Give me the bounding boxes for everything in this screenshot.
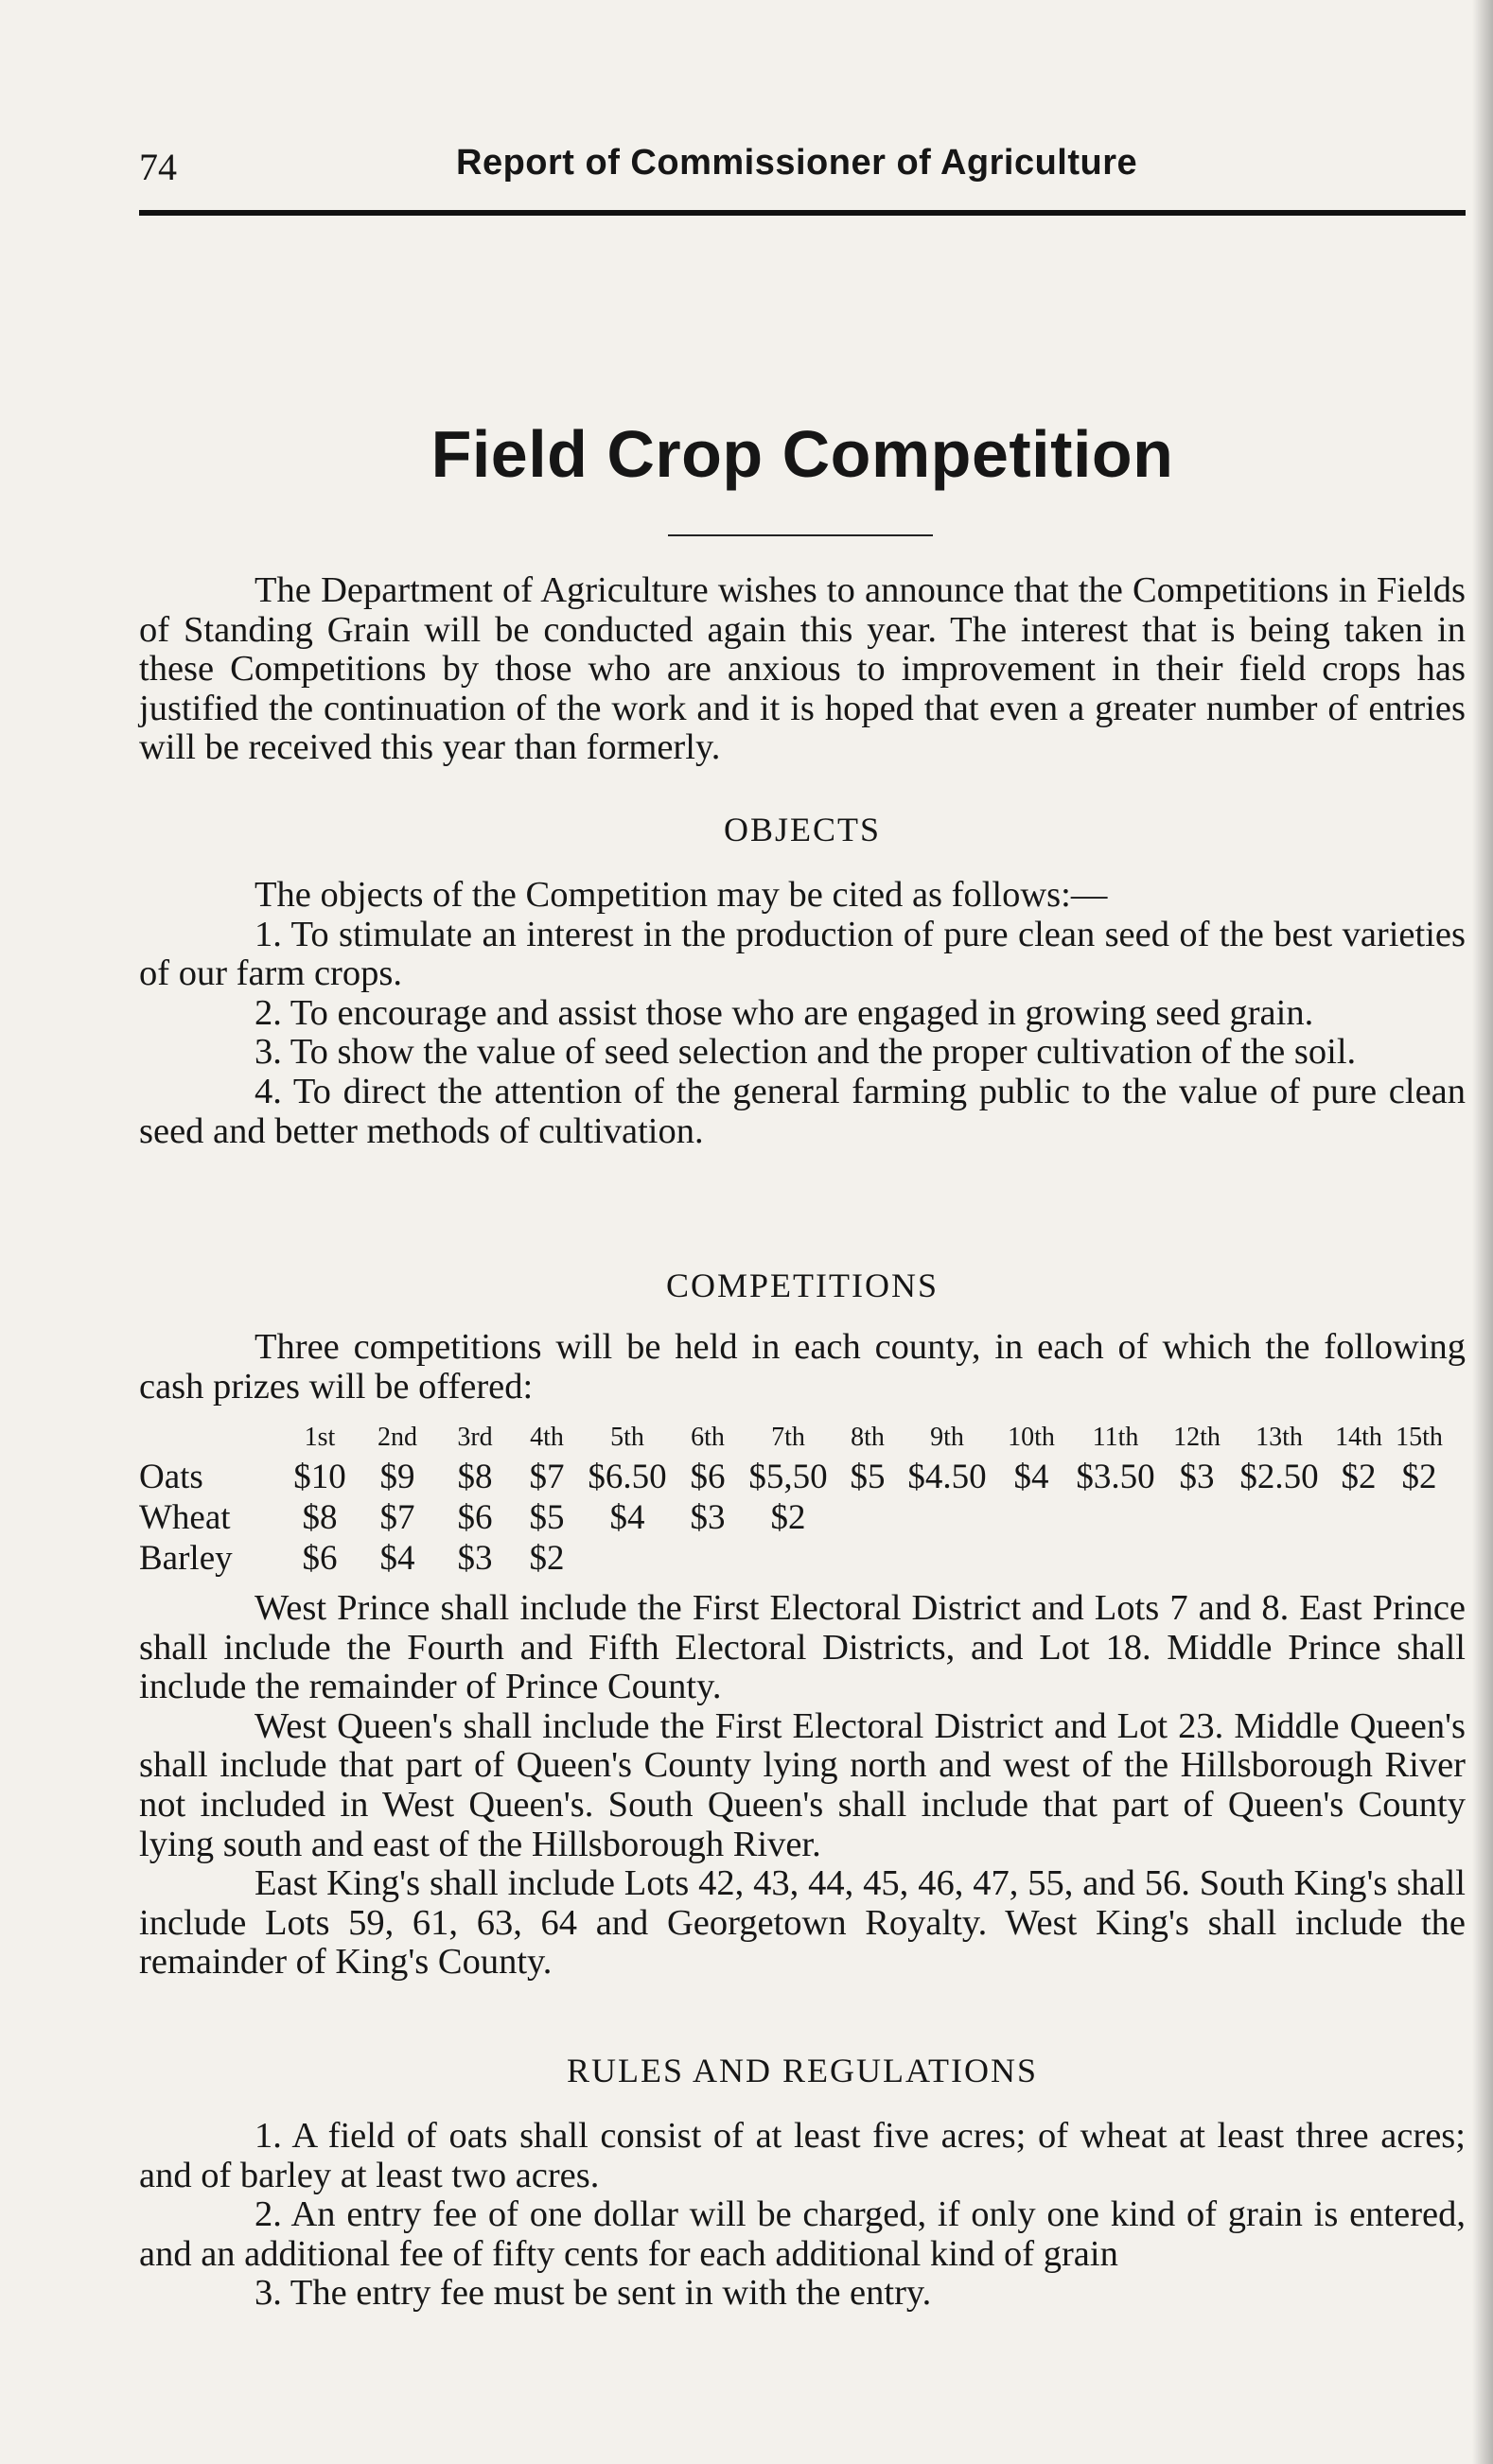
prize-amount [1390,1497,1449,1538]
header-rule [139,210,1466,216]
districts-prince: West Prince shall include the First Electoral District and Lots 7 and 8. East Prince shall include the Fourth and Fifth Electoral Districts, and Lot 18. Middle Prince shall include the remainder of Prince County. [139,1588,1466,1707]
prize-amount [741,1538,835,1579]
running-title: Report of Commissioner of Agriculture [456,143,1138,183]
competitions-lead: Three competitions will be held in each county, in each of which the following cash prizes will be offered: [139,1327,1466,1407]
prize-amount: $4 [379,1539,415,1578]
prize-table-corner [139,1419,281,1457]
prize-place-header: 6th [691,1423,725,1452]
prize-amount: $7 [529,1458,565,1496]
prize-amount: $10 [293,1458,346,1496]
prize-amount [1163,1497,1231,1538]
prize-table-body [139,1457,1449,1579]
prize-amount [994,1538,1068,1579]
prize-place-header: 2nd [378,1423,417,1452]
competitions-heading: COMPETITIONS [665,1267,939,1304]
prize-amount [1327,1538,1390,1579]
prize-amount [1327,1497,1390,1538]
prize-amount: $2 [1341,1458,1377,1496]
prize-amount: $3 [1179,1458,1215,1496]
prize-place-header: 12th [1173,1423,1221,1452]
objects-item-2: 2. To encourage and assist those who are engaged in growing seed grain. [255,992,1314,1033]
rules-item-2: 2. An entry fee of one dollar will be charged, if only one kind of grain is entered, and an additional fee of fifty cents for each additional kind of grain [139,2194,1466,2274]
districts-kings: East King's shall include Lots 42, 43, 44, 45, 46, 47, 55, and 56. South King's shall include Lots 59, 61, 63, 64 and Georgetown Royalty. West King's shall include the remainder of King's County. [139,1863,1466,1983]
prize-amount [994,1497,1068,1538]
prize-amount: $2 [770,1498,806,1537]
prize-amount [900,1497,994,1538]
prize-amount: $3 [690,1498,726,1537]
prize-row [139,1457,1449,1497]
prize-amount [1163,1538,1231,1579]
rules-item-3: 3. The entry fee must be sent in with the entry. [255,2273,932,2314]
prize-amount: $8 [302,1498,338,1537]
prize-amount [900,1538,994,1579]
prize-place-header: 9th [930,1423,964,1452]
prize-row [139,1497,1449,1538]
prize-place-header: 8th [851,1423,885,1452]
prize-place-header: 13th [1256,1423,1303,1452]
districts-queens: West Queen's shall include the First Electoral District and Lot 23. Middle Queen's shall include that part of Queen's County lying north and west of the Hillsborough River not included in West Queen's. South Queen's shall include that part of Queen's County lying south and east of the Hillsborough River. [139,1705,1466,1864]
prize-amount: $3.50 [1076,1458,1155,1496]
prize-amount [580,1538,675,1579]
prize-amount [1068,1497,1163,1538]
prize-place-header: 1st [304,1423,336,1452]
districts-section [139,1589,1466,1983]
objects-item-1: 1. To stimulate an interest in the production of pure clean seed of the best varieties of our farm crops. [139,914,1466,994]
prize-amount: $5,50 [748,1458,828,1496]
prize-place-header: 4th [530,1423,564,1452]
prize-amount: $7 [379,1498,415,1537]
page-title: Field Crop Competition [430,417,1174,491]
prize-place-header: 3rd [457,1423,493,1452]
prize-amount: $4.50 [907,1458,987,1496]
prize-place-header: 10th [1008,1423,1055,1452]
prize-amount: $2.50 [1239,1458,1319,1496]
prize-amount: $2 [1401,1458,1437,1496]
prize-amount: $9 [379,1458,415,1496]
prize-amount: $6 [302,1539,338,1578]
prize-place-header: 11th [1092,1423,1139,1452]
prize-amount [1390,1538,1449,1579]
prize-place-header: 15th [1396,1423,1443,1452]
prize-amount [1231,1497,1327,1538]
prize-crop-name: Oats [139,1458,203,1496]
objects-item-4: 4. To direct the attention of the general farming public to the value of pure clean seed and better methods of cultivation. [139,1071,1466,1151]
prize-amount [1068,1538,1163,1579]
prize-amount [835,1538,900,1579]
prize-crop-name: Wheat [139,1498,231,1537]
rules-item-1: 1. A field of oats shall consist of at least five acres; of wheat at least three acres; and of barley at least two acres. [139,2116,1466,2195]
prize-amount: $4 [609,1498,645,1537]
objects-heading: OBJECTS [723,811,882,848]
intro-paragraph: The Department of Agriculture wishes to announce that the Competitions in Fields of Standing Grain will be conducted again this year. The interest that is being taken in these Competitions by those who are anxious to improvement in their field crops has justified the continuation of the work and it is hoped that even a greater number of entries will be received this year than formerly. [139,570,1466,768]
prize-amount: $5 [850,1458,886,1496]
prize-amount: $6 [690,1458,726,1496]
rules-section [139,2117,1466,2314]
competitions-lead-section [139,1328,1466,1407]
prize-row [139,1538,1449,1579]
running-head [139,137,1466,194]
title-rule [668,534,933,536]
page-number: 74 [139,146,177,188]
prize-amount: $8 [457,1458,493,1496]
prize-table-header-row [139,1419,1449,1457]
prize-place-header: 5th [610,1423,644,1452]
objects-section [139,876,1466,1151]
intro-section [139,571,1466,768]
prize-amount: $6 [457,1498,493,1537]
rules-heading: RULES AND REGULATIONS [566,2052,1038,2089]
prize-place-header: 7th [771,1423,805,1452]
prize-amount: $2 [529,1539,565,1578]
prize-amount: $4 [1013,1458,1049,1496]
objects-lead: The objects of the Competition may be cited as follows:— [255,875,1108,915]
prize-amount [1231,1538,1327,1579]
prize-table-grid [139,1419,1449,1579]
prize-place-header: 14th [1335,1423,1382,1452]
prize-crop-name: Barley [139,1539,233,1578]
objects-item-3: 3. To show the value of seed selection and the proper cultivation of the soil. [255,1032,1357,1073]
prize-amount: $5 [529,1498,565,1537]
prize-amount [675,1538,741,1579]
page-edge-shadow [1472,0,1493,2464]
prize-amount [835,1497,900,1538]
prize-amount: $3 [457,1539,493,1578]
prize-amount: $6.50 [588,1458,667,1496]
prize-table [139,1419,1466,1579]
